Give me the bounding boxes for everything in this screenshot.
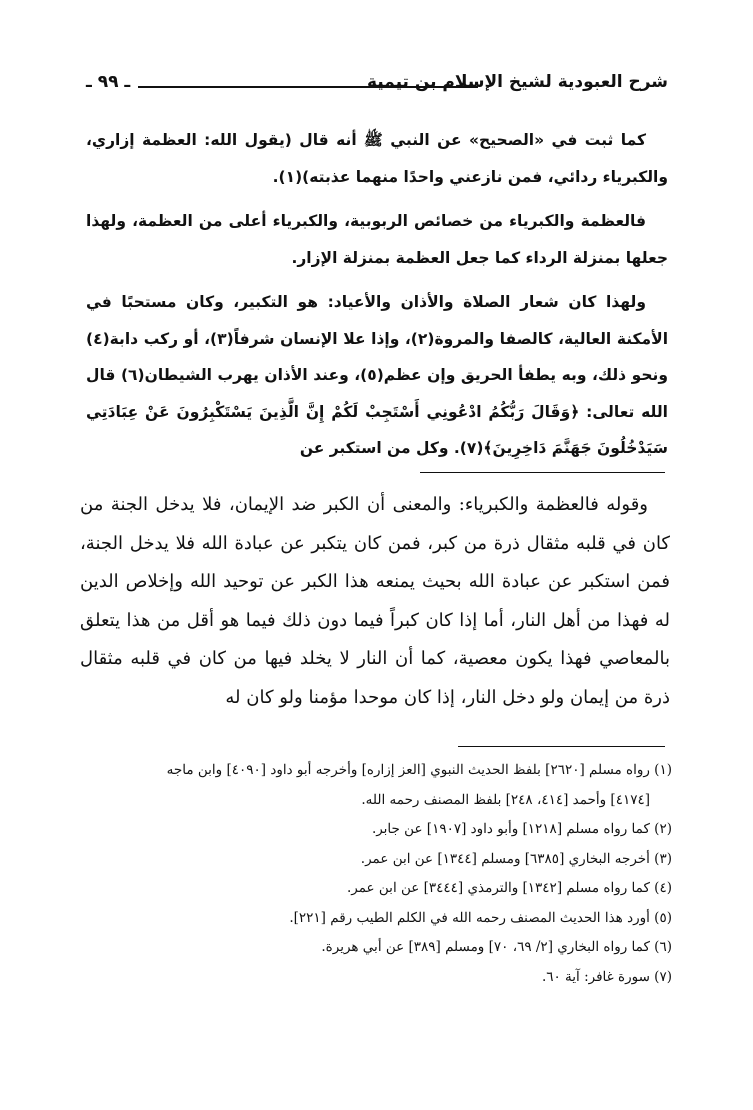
footnote-2: (٢) كما رواه مسلم [١٢١٨] وأبو داود [١٩٠٧] عن جابر. xyxy=(371,821,672,837)
footnote-5: (٥) أورد هذا الحديث المصنف رحمه الله في الكلم الطيب رقم [٢٢١]. xyxy=(289,909,672,926)
footnotes-divider xyxy=(458,746,665,747)
header-rule xyxy=(138,86,478,88)
section-divider xyxy=(420,472,665,473)
commentary-paragraph: وقوله فالعظمة والكبرياء: والمعنى أن الكبر ضد الإيمان، فلا يدخل الجنة من كان في قلبه مثقال ذرة من كبر، فمن كان يتكبر عن عبادة الله فلا يدخل الجنة، فمن استكبر عن عبادة الله بحيث يمنعه هذا الكبر عن توحيد الله وإخلاص الدين له فهذا من أهل النار، أما إذا كان كبراً فيما دون ذلك فيما هو أقل من هذا يتعلق بالمعاصي فهذا يكون معصية، كما أن النار لا يخلد فيها من كان في قلبه مثقال ذرة من إيمان ولو دخل النار، إذا كان موحدا مؤمنا ولو كان له xyxy=(80,494,670,708)
footnotes xyxy=(80,756,672,992)
footnote-1-continuation: [٤١٧٤] وأحمد [٤١٤، ٢٤٨] بلفظ المصنف رحمه الله. xyxy=(361,791,650,808)
main-text xyxy=(86,122,668,475)
main-paragraph: فالعظمة والكبرياء من خصائص الربوبية، والكبرياء أعلى من العظمة، ولهذا جعلها بمنزلة الرداء كما جعل العظمة بمنزلة الإزار. xyxy=(86,212,668,267)
footnote-3: (٣) أخرجه البخاري [٦٣٨٥] ومسلم [١٣٤٤] عن ابن عمر. xyxy=(360,850,672,867)
page-header xyxy=(86,72,668,102)
main-paragraph: كما ثبت في «الصحيح» عن النبي ﷺ أنه قال (يقول الله: العظمة إزاري، والكبرياء ردائي، فمن نازعني واحدًا منهما عذبته)(١). xyxy=(86,131,668,186)
footnote-1: (١) رواه مسلم [٢٦٢٠] بلفظ الحديث النبوي [العز إزاره] وأخرجه أبو داود [٤٠٩٠] وابن ماجه xyxy=(166,762,672,778)
page-number: ـ ٩٩ ـ xyxy=(86,72,131,92)
footnote-6: (٦) كما رواه البخاري [٢/ ٦٩، ٧٠] ومسلم [٣٨٩] عن أبي هريرة. xyxy=(321,939,672,955)
footnote-4: (٤) كما رواه مسلم [١٣٤٢] والترمذي [٣٤٤٤] عن ابن عمر. xyxy=(347,880,672,896)
commentary-text xyxy=(80,486,670,717)
footnote-7: (٧) سورة غافر: آية ٦٠. xyxy=(541,968,672,985)
running-title: شرح العبودية لشيخ الإسلام بن تيمية xyxy=(366,72,668,92)
main-paragraph: ولهذا كان شعار الصلاة والأذان والأعياد: هو التكبير، وكان مستحبًا في الأمكنة العالية، كالصفا والمروة(٢)، وإذا علا الإنسان شرفاً(٣)، أو ركب دابة(٤) ونحو ذلك، وبه يطفأ الحريق وإن عظم(٥)، وعند الأذان يهرب الشيطان(٦) قال الله تعالى: ﴿وَقَالَ رَبُّكُمُ ادْعُونِي أَسْتَجِبْ لَكُمْ إِنَّ الَّذِينَ يَسْتَكْبِرُونَ عَنْ عِبَادَتِي سَيَدْخُلُونَ جَهَنَّمَ دَاخِرِينَ﴾(٧). وكل من استكبر عن xyxy=(86,293,669,457)
